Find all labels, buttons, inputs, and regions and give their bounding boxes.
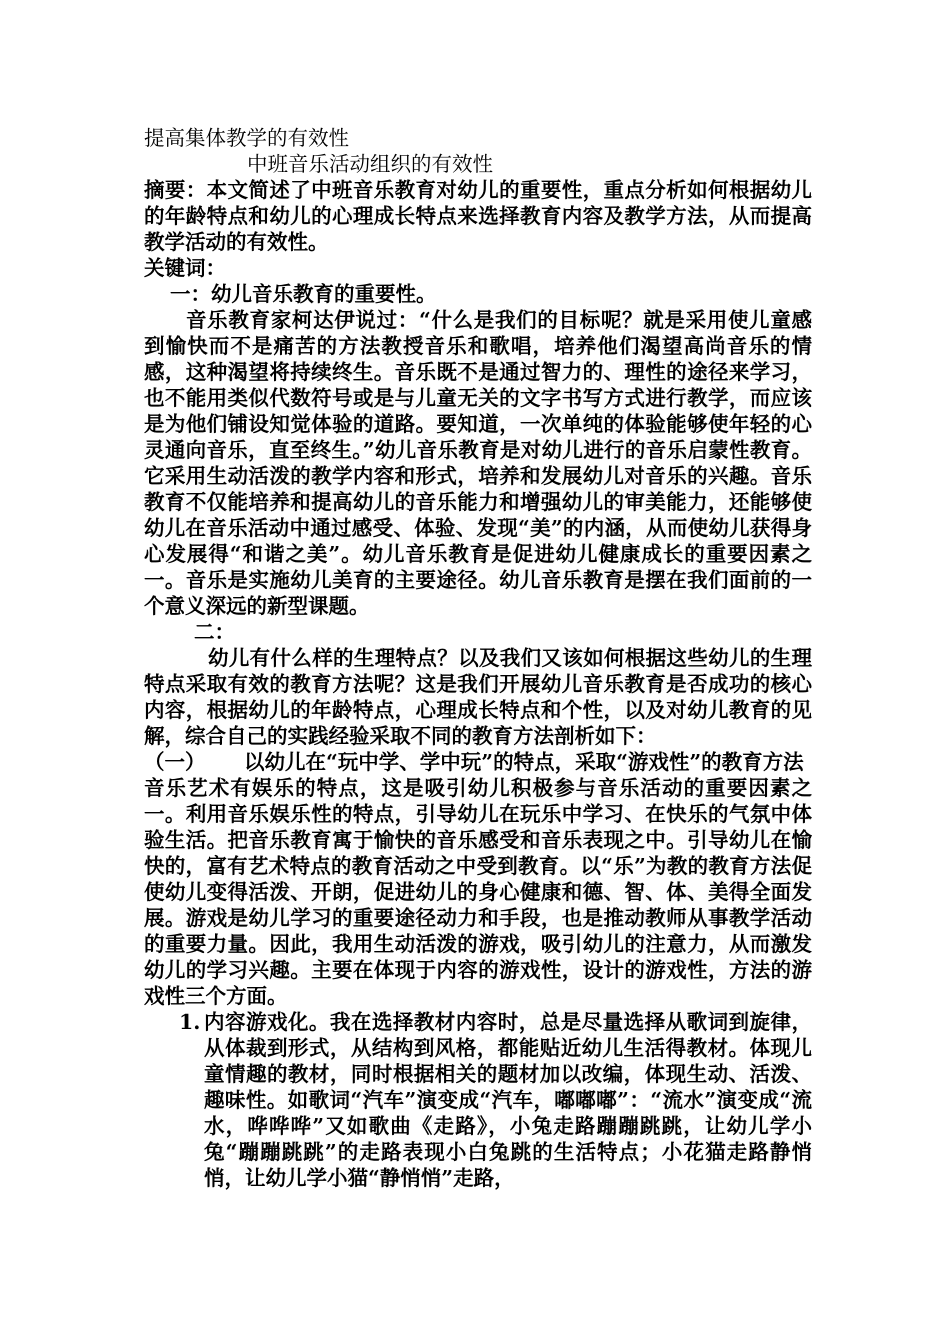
section-1-heading: 一：幼儿音乐教育的重要性。 xyxy=(170,282,437,306)
document-subtitle: 中班音乐活动组织的有效性 xyxy=(247,152,493,176)
list-item-1 xyxy=(144,1009,812,1191)
section-1-paragraph: 音乐教育家柯达伊说过：“什么是我们的目标呢？就是采用使儿童感到愉快而不是痛苦的方法教授音乐和歌唱，培养他们渴望高尚音乐的情感，这种渴望将持续终生。音乐既不是通过智力的、理性的途径来学习，也不能用类似代数符号或是与儿童无关的文字书写方式进行教学，而应该是为他们铺设知觉体验的道路。要知道，一次单纯的体验能够使年轻的心灵通向音乐，直至终生。”幼儿音乐教育是对幼儿进行的音乐启蒙性教育。它采用生动活泼的教学内容和形式，培养和发展幼儿对音乐的兴趣。音乐教育不仅能培养和提高幼儿的音乐能力和增强幼儿的审美能力，还能够使幼儿在音乐活动中通过感受、体验、发现“美”的内涵，从而使幼儿获得身心发展得“和谐之美”。幼儿音乐教育是促进幼儿健康成长的重要因素之一。音乐是实施幼儿美育的主要途径。幼儿音乐教育是摆在我们面前的一个意义深远的新型课题。 xyxy=(144,308,812,618)
subsection-1-title: 以幼儿在“玩中学、学中玩”的特点，采取“游戏性”的教育方法 xyxy=(244,750,804,774)
list-item-1-text: 内容游戏化。我在选择教材内容时，总是尽量选择从歌词到旋律，从体裁到形式，从结构到风格，都能贴近幼儿生活得教材。体现儿童情趣的教材，同时根据相关的题材加以改编，体现生动、活泼、趣味性。如歌词“汽车”演变成“汽车，嘟嘟嘟”：“流水”演变成“流水，哗哗哗”又如歌曲《走路》，小兔走路蹦蹦跳跳，让幼儿学小兔“蹦蹦跳跳”的走路表现小白兔跳的生活特点；小花猫走路静悄悄，让幼儿学小猫“静悄悄”走路， xyxy=(204,1010,812,1190)
document-body xyxy=(144,125,812,1191)
section-2-heading: 二： xyxy=(194,620,235,644)
subsection-1-number: （一） xyxy=(144,750,206,774)
keywords-line: 关键词： xyxy=(144,256,226,280)
subsection-1-heading xyxy=(144,749,812,775)
abstract-paragraph: 摘要：本文简述了中班音乐教育对幼儿的重要性，重点分析如何根据幼儿的年龄特点和幼儿的心理成长特点来选择教育内容及教学方法，从而提高教学活动的有效性。 xyxy=(144,178,812,254)
list-item-1-number: 1. xyxy=(179,1010,201,1034)
section-2-paragraph: 幼儿有什么样的生理特点？以及我们又该如何根据这些幼儿的生理特点采取有效的教育方法呢？这是我们开展幼儿音乐教育是否成功的核心内容，根据幼儿的年龄特点，心理成长特点和个性，以及对幼儿教育的见解，综合自己的实践经验采取不同的教育方法剖析如下： xyxy=(144,646,812,748)
subsection-1-paragraph: 音乐艺术有娱乐的特点，这是吸引幼儿积极参与音乐活动的重要因素之一。利用音乐娱乐性的特点，引导幼儿在玩乐中学习、在快乐的气氛中体验生活。把音乐教育寓于愉快的音乐感受和音乐表现之中。引导幼儿在愉快的，富有艺术特点的教育活动之中受到教育。以“乐”为教的教育方法促使幼儿变得活泼、开朗，促进幼儿的身心健康和德、智、体、美得全面发展。游戏是幼儿学习的重要途径动力和手段，也是推动教师从事教学活动的重要力量。因此，我用生动活泼的游戏，吸引幼儿的注意力，从而激发幼儿的学习兴趣。主要在体现于内容的游戏性，设计的游戏性，方法的游戏性三个方面。 xyxy=(144,776,812,1008)
document-title: 提高集体教学的有效性 xyxy=(144,126,349,150)
